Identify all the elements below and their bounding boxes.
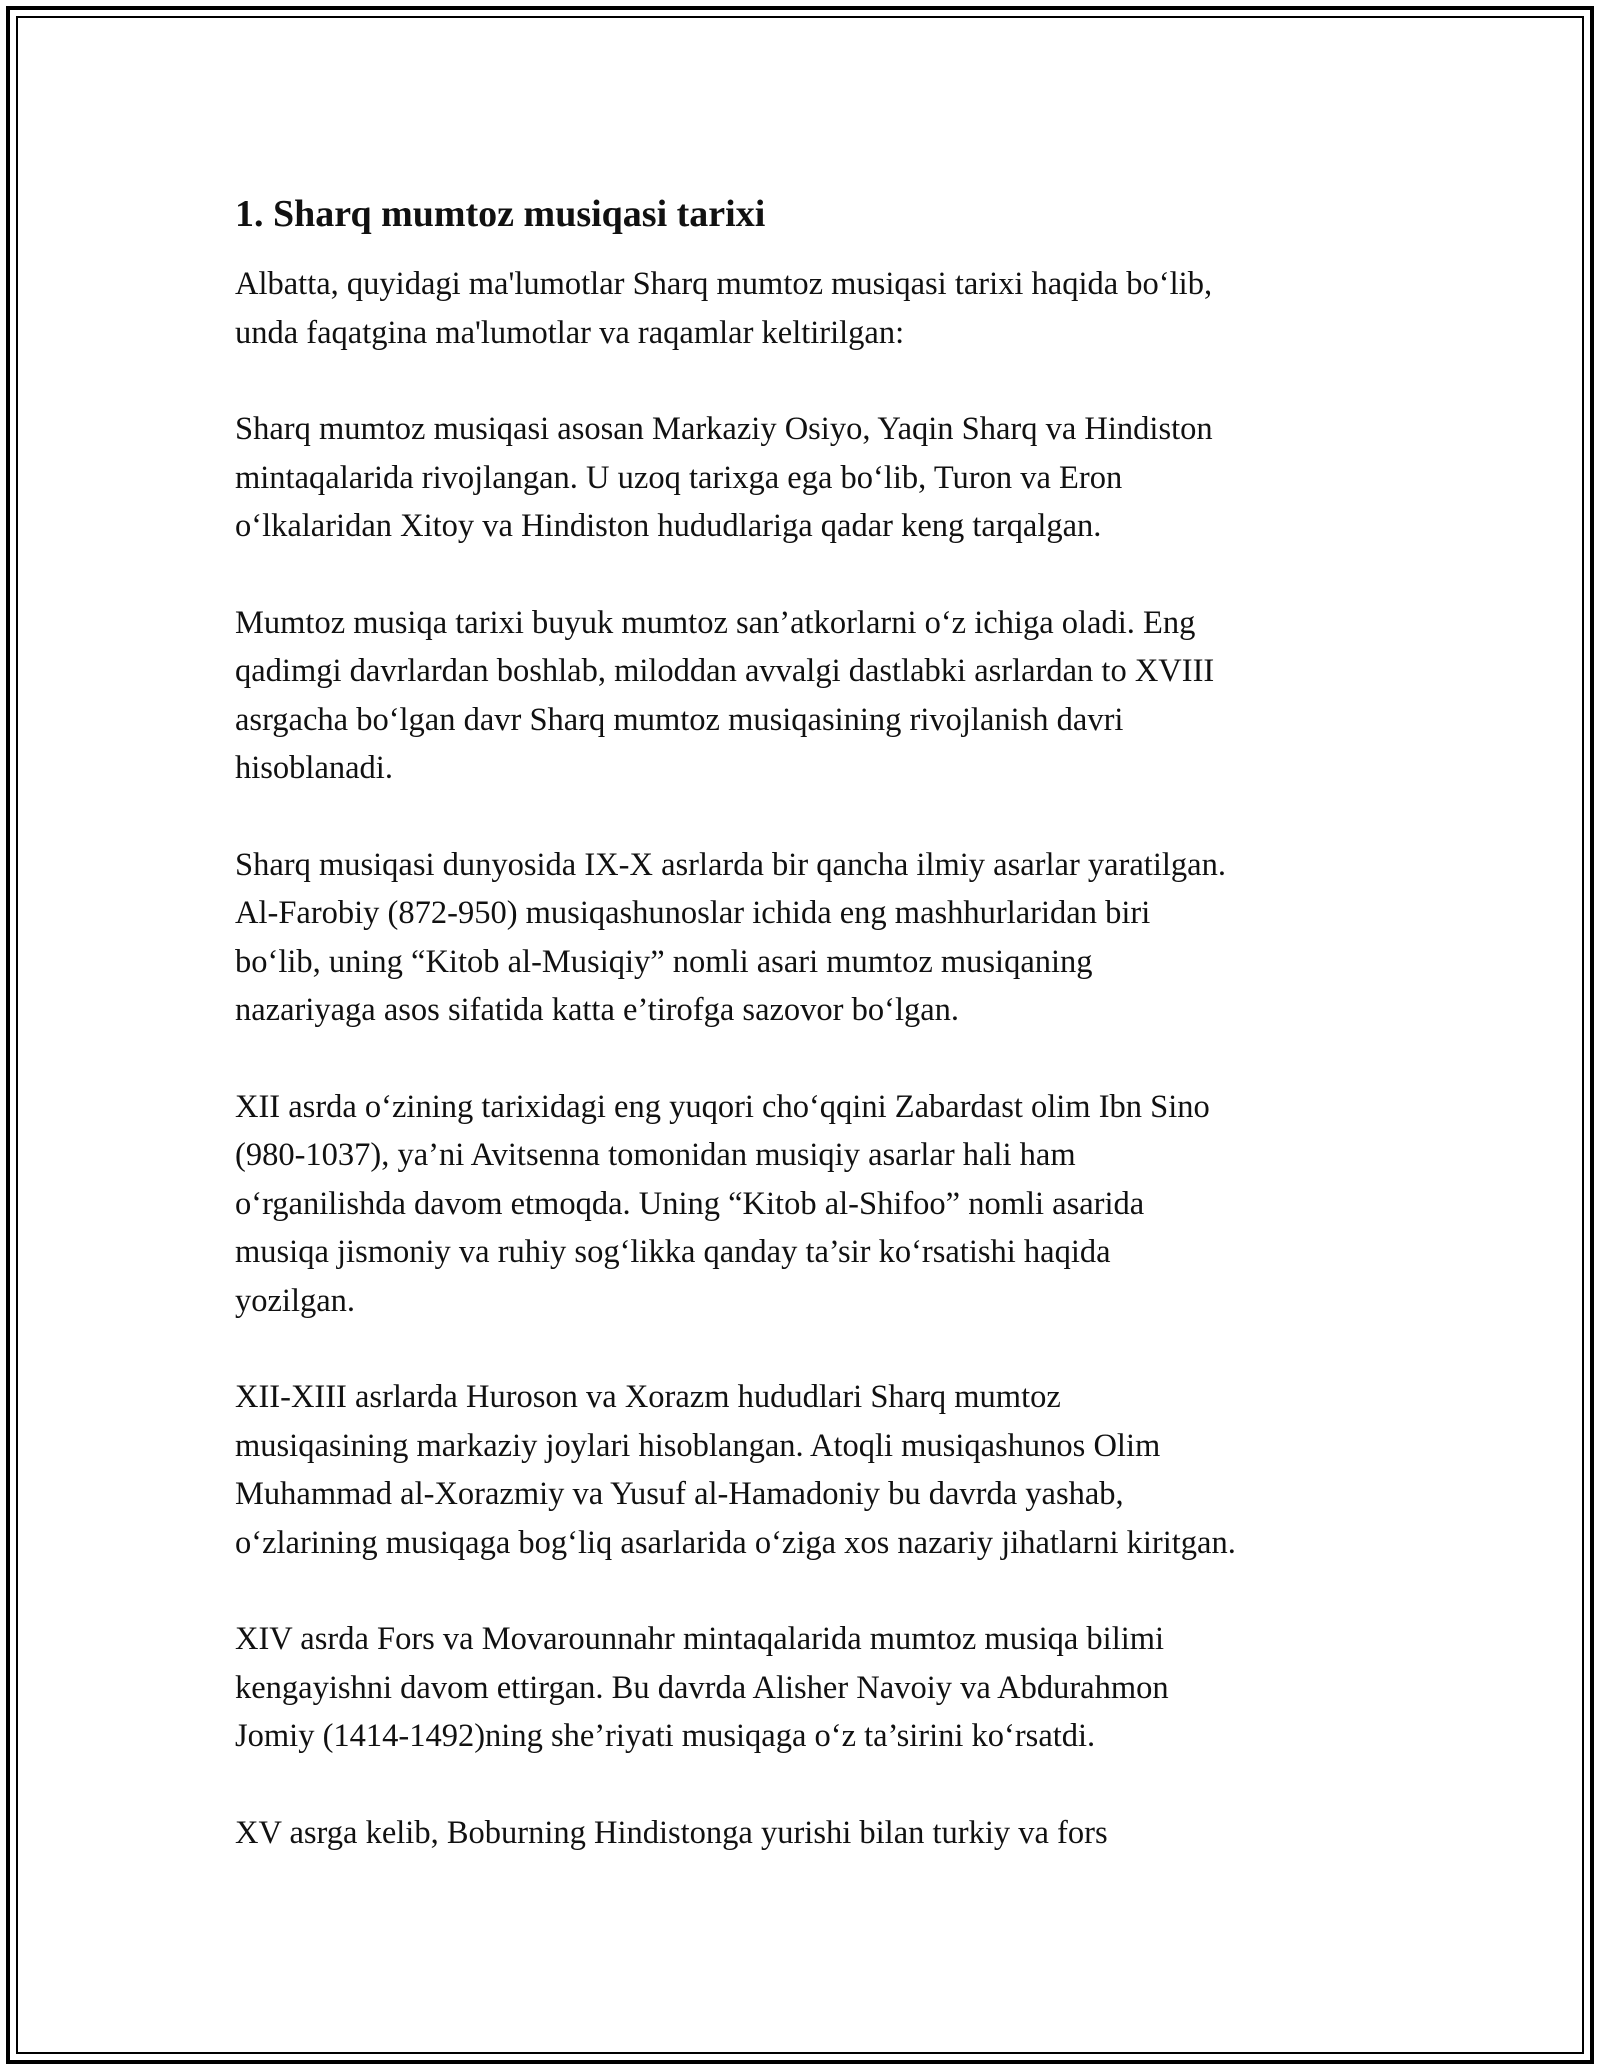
paragraph-farobiy: Sharq musiqasi dunyosida IX-X asrlarda bir qancha ilmiy asarlar yaratilgan. Al-Farobiy (872-950) musiqashunoslar ichida eng mashhurlaridan biri bo‘lib, uning “Kitob al-Musiqiy” nomli asari mumtoz musiqaning nazariyaga asos sifatida katta e’tirofga sazovor bo‘lgan. — [235, 846, 1226, 1028]
document-body — [235, 188, 1385, 1905]
paragraph-ibn-sino: XII asrda o‘zining tarixidagi eng yuqori cho‘qqini Zabardast olim Ibn Sino (980-1037), ya’ni Avitsenna tomonidan musiqiy asarlar hali ham o‘rganilishda davom etmoqda. Uning “Kitob al-Shifoo” nomli asarida musiqa jismoniy va ruhiy sog‘likka qanday ta’sir ko‘rsatishi haqida yozilgan. — [235, 1088, 1210, 1319]
paragraph-bobur: XV asrga kelib, Boburning Hindistonga yurishi bilan turkiy va fors — [235, 1814, 1108, 1851]
section-heading: 1. Sharq mumtoz musiqasi tarixi — [235, 193, 766, 235]
paragraph-regions: Sharq mumtoz musiqasi asosan Markaziy Osiyo, Yaqin Sharq va Hindiston mintaqalarida rivojlangan. U uzoq tarixga ega bo‘lib, Turon va Eron o‘lkalaridan Xitoy va Hindiston hududlariga qadar keng tarqalgan. — [235, 411, 1213, 544]
paragraph-intro: Albatta, quyidagi ma'lumotlar Sharq mumtoz musiqasi tarixi haqida bo‘lib, unda faqatgina ma'lumotlar va raqamlar keltirilgan: — [235, 266, 1213, 351]
paragraph-history: Mumtoz musiqa tarixi buyuk mumtoz san’atkorlarni o‘z ichiga oladi. Eng qadimgi davrlardan boshlab, miloddan avvalgi dastlabki asrlardan to XVIII asrgacha bo‘lgan davr Sharq mumtoz musiqasining rivojlanish davri hisoblanadi. — [235, 604, 1215, 786]
paragraph-navoiy: XIV asrda Fors va Movarounnahr mintaqalarida mumtoz musiqa bilimi kengayishni davom ettirgan. Bu davrda Alisher Navoiy va Abdurahmon Jomiy (1414-1492)ning she’riyati musiqaga o‘z ta’sirini ko‘rsatdi. — [235, 1621, 1169, 1754]
paragraph-xorazm: XII-XIII asrlarda Huroson va Xorazm hududlari Sharq mumtoz musiqasining markaziy joylari hisoblangan. Atoqli musiqashunos Olim Muhammad al-Xorazmiy va Yusuf al-Hamadoniy bu davrda yashab, o‘zlarining musiqaga bog‘liq asarlarida o‘ziga xos nazariy jihatlarni kiritgan. — [235, 1379, 1236, 1561]
